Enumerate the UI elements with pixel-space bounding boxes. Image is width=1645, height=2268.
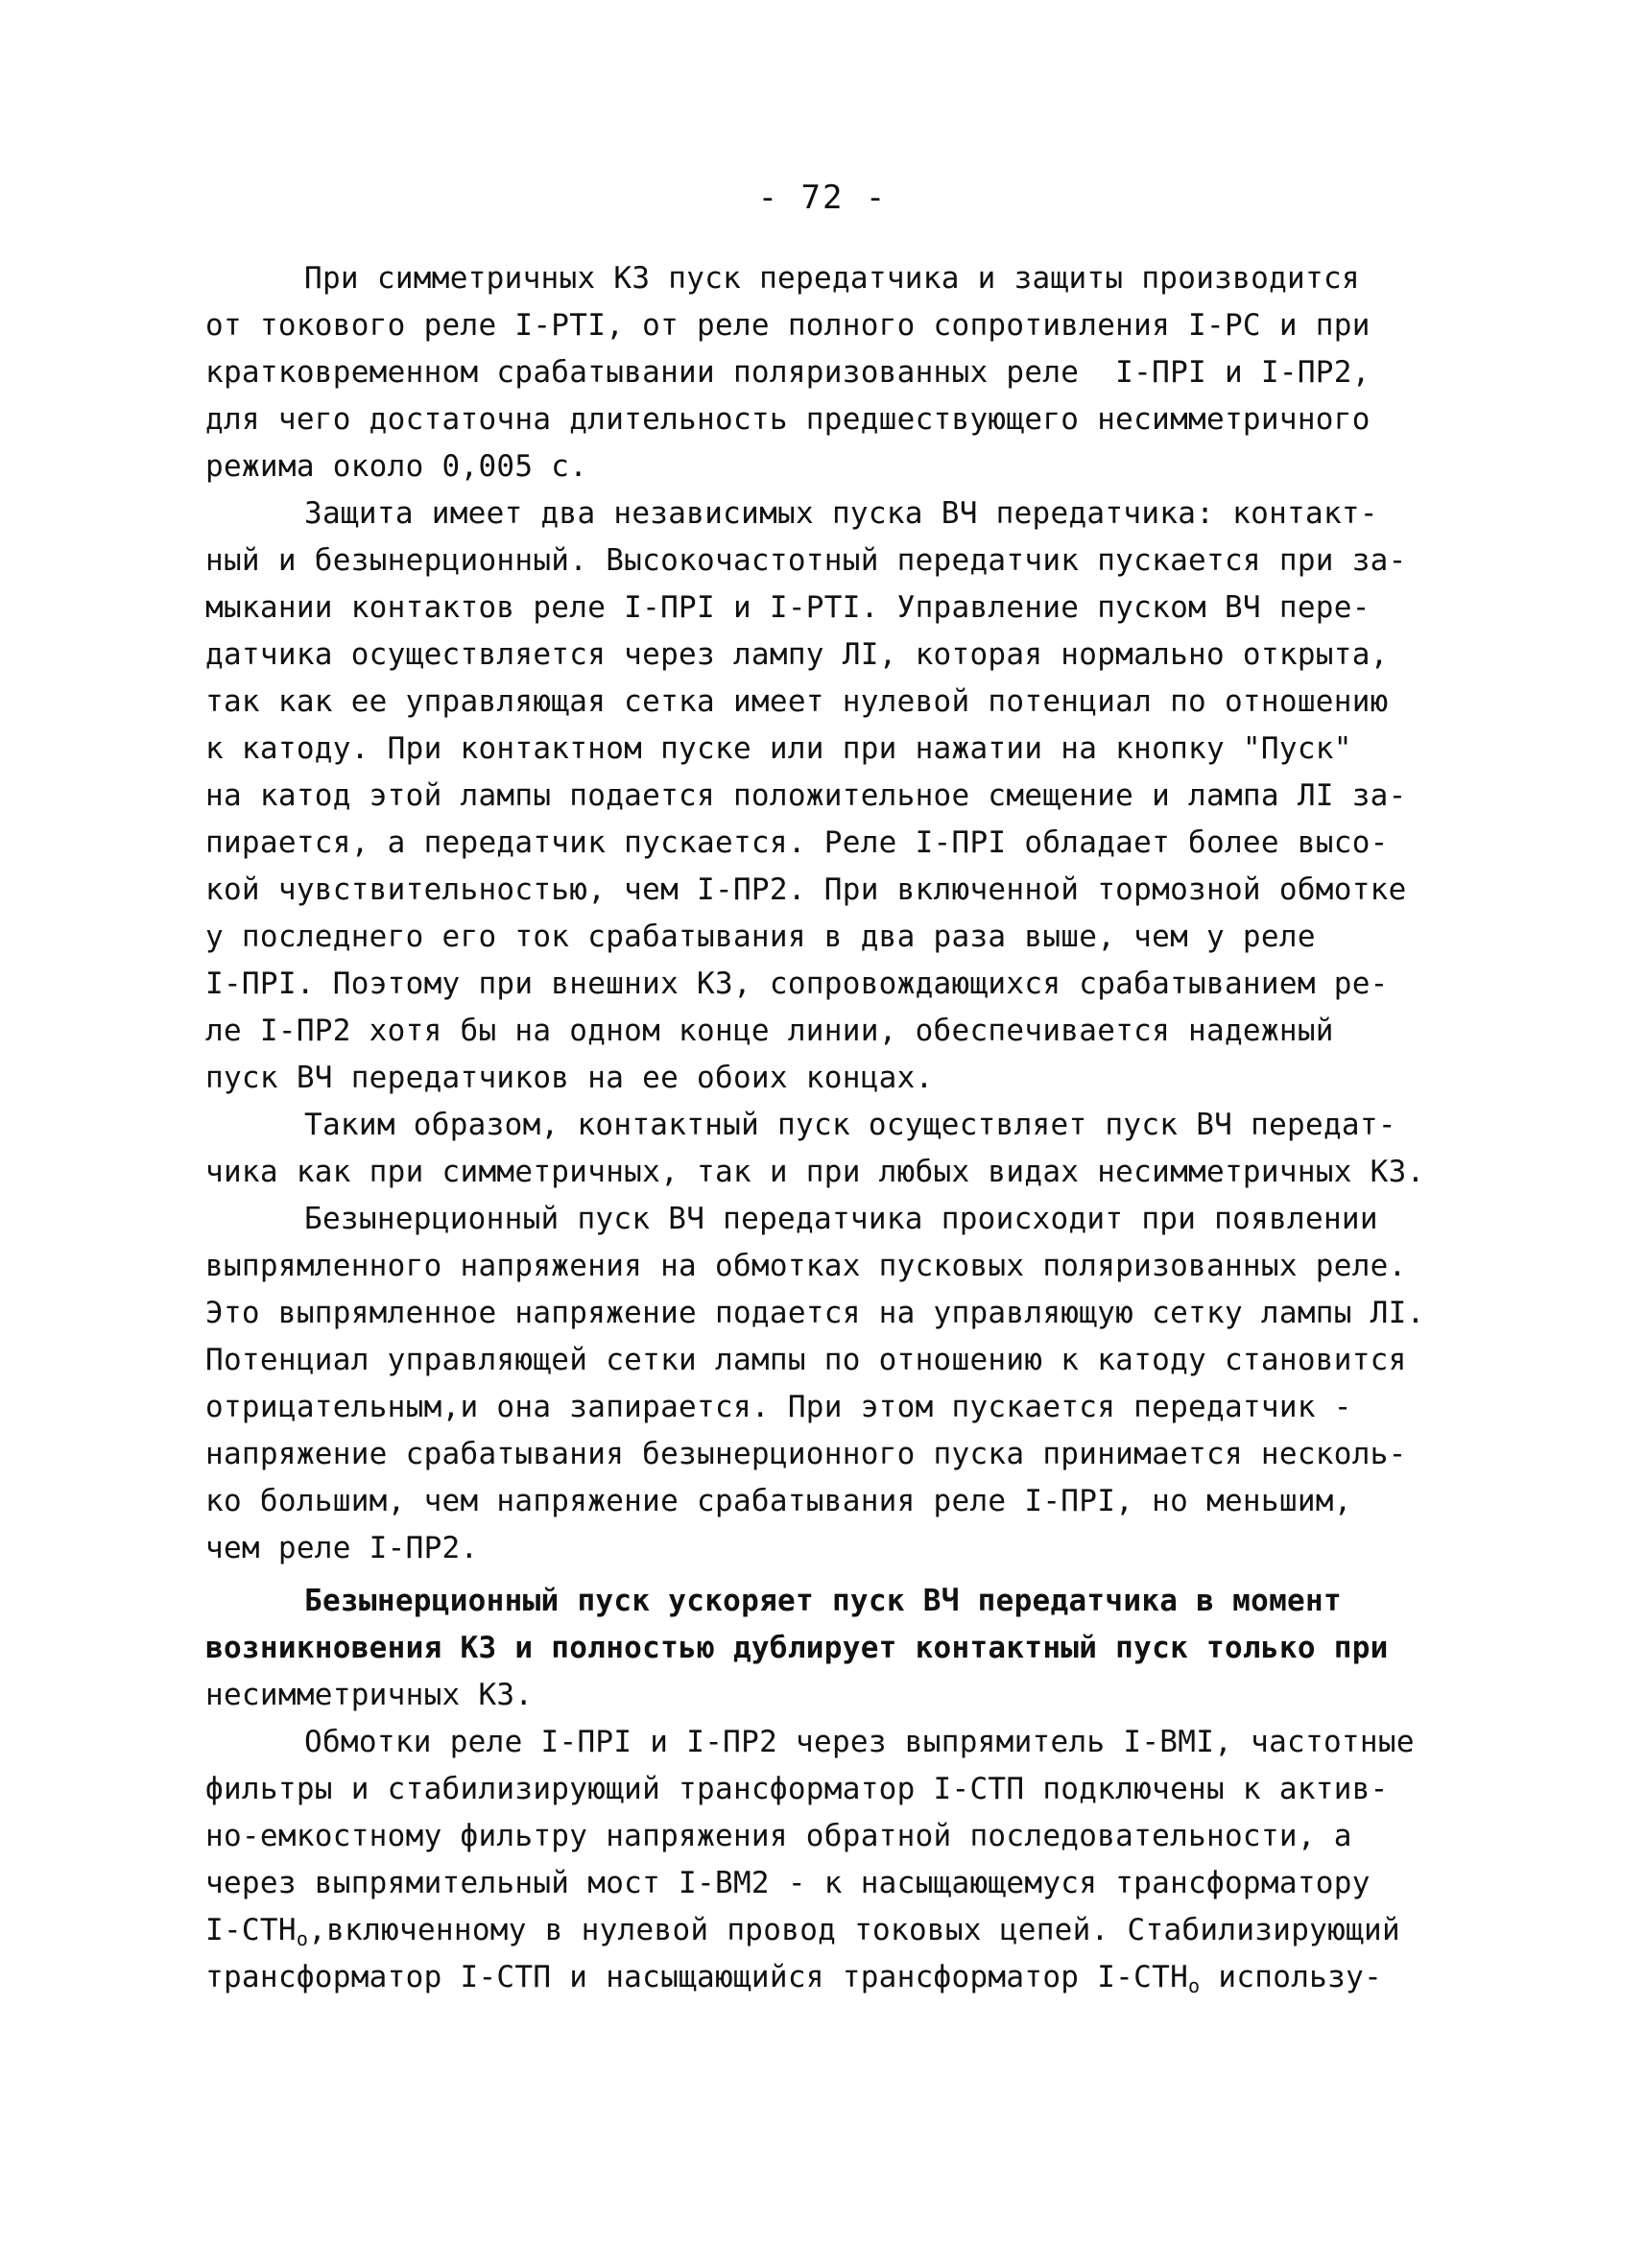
text-line: так как ее управляющая сетка имеет нулевой потенциал по отношению (205, 684, 1389, 719)
text-line-bold: возникновения КЗ и полностью дублирует контактный пуск только при (205, 1631, 1389, 1665)
text-line: кратковременном срабатывании поляризованных реле I-ПРI и I-ПР2, (205, 355, 1371, 390)
text-line: датчика осуществляется через лампу ЛI, которая нормально открыта, (205, 637, 1389, 672)
line-prefix: трансформатор I-СТП и насыщающийся трансформатор I-СТН (205, 1960, 1189, 1994)
text-line: от токового реле I-PTI, от реле полного сопротивления I-PC и при (205, 308, 1371, 343)
page-number: - 72 - (757, 179, 888, 217)
line-suffix: использу- (1200, 1960, 1383, 1994)
text-line: пирается, а передатчик пускается. Реле I-ПРI обладает более высо- (205, 825, 1389, 860)
text-line: режима около 0,005 с. (205, 449, 588, 484)
text-line: на катод этой лампы подается положительное смещение и лампа ЛI за- (205, 778, 1407, 813)
text-line-with-subscript (205, 1954, 1463, 2001)
text-line: ле I-ПР2 хотя бы на одном конце линии, обеспечивается надежный (205, 1014, 1334, 1048)
text-line-bold: Безынерционный пуск ускоряет пуск ВЧ передатчика в момент (304, 1584, 1342, 1618)
text-line: напряжение срабатывания безынерционного пуска принимается несколь- (205, 1437, 1407, 1471)
document-body (205, 255, 1463, 2001)
text-line-with-subscript (205, 1907, 1463, 1954)
text-line: чика как при симметричных, так и при любых видах несимметричных КЗ. (205, 1155, 1425, 1189)
text-line: При симметричных КЗ пуск передатчика и защиты производится (304, 261, 1360, 296)
text-line: но-емкостному фильтру напряжения обратной последовательности, а (205, 1819, 1352, 1853)
text-line: к катоду. При контактном пуске или при нажатии на кнопку "Пуск" (205, 731, 1352, 766)
text-line: I-ПРI. Поэтому при внешних КЗ, сопровождающихся срабатыванием ре- (205, 967, 1389, 1001)
text-line: мыкании контактов реле I-ПРI и I-PTI. Управление пуском ВЧ пере- (205, 590, 1371, 625)
text-line: выпрямленного напряжения на обмотках пусковых поляризованных реле. (205, 1249, 1407, 1283)
line-prefix: I-СТН (205, 1913, 297, 1947)
text-line: кой чувствительностью, чем I-ПР2. При включенной тормозной обмотке (205, 872, 1407, 907)
text-line: Безынерционный пуск ВЧ передатчика происходит при появлении (304, 1202, 1378, 1236)
text-line: ный и безынерционный. Высокочастотный передатчик пускается при за- (205, 543, 1407, 578)
text-line: Обмотки реле I-ПРI и I-ПР2 через выпрямитель I-ВМI, частотные (304, 1725, 1415, 1759)
line-suffix: ,включенному в нулевой провод токовых цепей. Стабилизирующий (308, 1913, 1400, 1947)
text-line: Таким образом, контактный пуск осуществляет пуск ВЧ передат- (304, 1108, 1396, 1142)
text-line: пуск ВЧ передатчиков на ее обоих концах. (205, 1061, 934, 1095)
text-line: отрицательным,и она запирается. При этом пускается передатчик - (205, 1390, 1352, 1424)
text-line: у последнего его ток срабатывания в два раза выше, чем у реле (205, 919, 1316, 954)
text-line: несимметричных КЗ. (205, 1678, 534, 1712)
subscript: о (1188, 1974, 1201, 1997)
text-line: Защита имеет два независимых пуска ВЧ передатчика: контакт- (304, 496, 1378, 531)
text-line: ко большим, чем напряжение срабатывания реле I-ПРI, но меньшим, (205, 1484, 1352, 1518)
text-line: Это выпрямленное напряжение подается на управляющую сетку лампы ЛI. (205, 1296, 1425, 1330)
text-line: фильтры и стабилизирующий трансформатор I-СТП подключены к актив- (205, 1772, 1389, 1806)
text-line: для чего достаточна длительность предшествующего несимметричного (205, 402, 1371, 437)
text-line: Потенциал управляющей сетки лампы по отношению к катоду становится (205, 1343, 1407, 1377)
text-line: чем реле I-ПР2. (205, 1531, 479, 1565)
subscript: о (296, 1927, 309, 1950)
text-line: через выпрямительный мост I-ВМ2 - к насыщающемуся трансформатору (205, 1866, 1371, 1900)
